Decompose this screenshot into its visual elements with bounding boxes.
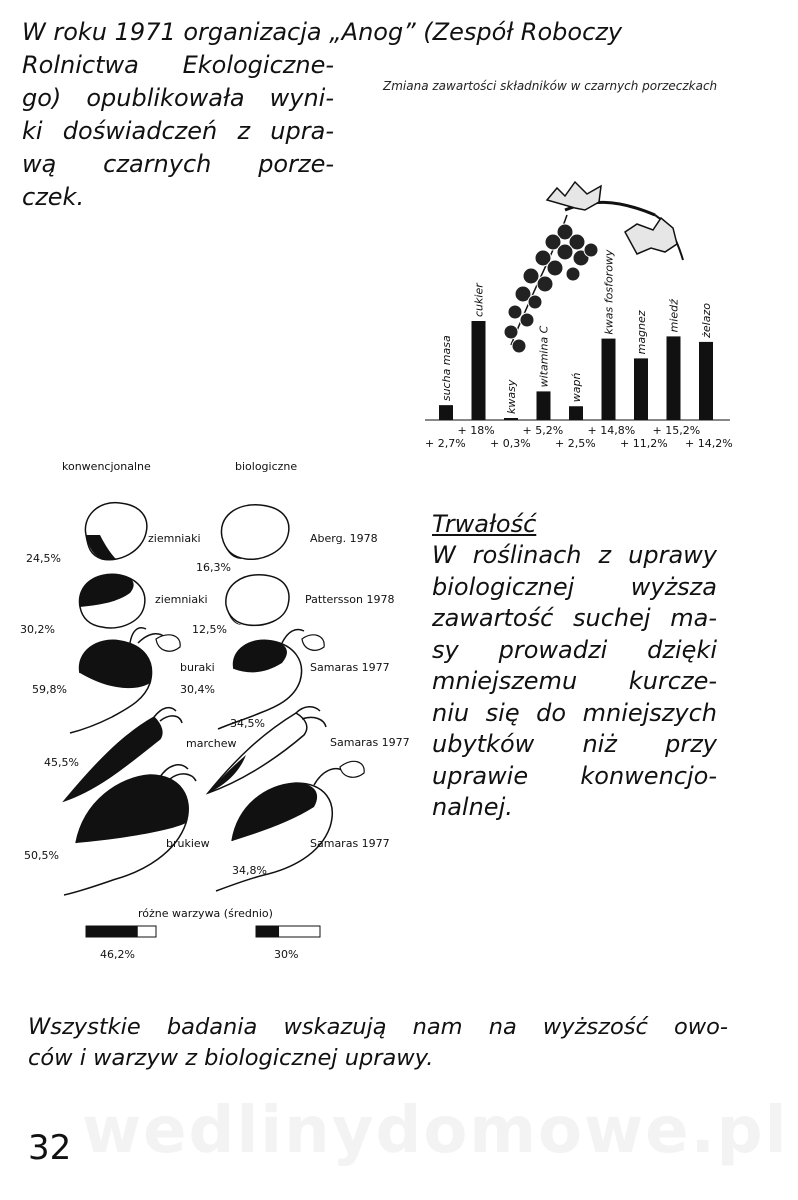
bar-zelazo (699, 342, 713, 420)
header-conventional: konwencjonalne (62, 460, 151, 473)
durability-line: biologicznej wyższa (432, 572, 717, 601)
category-label: kwasy (505, 379, 518, 414)
value-label: + 5,2% (522, 424, 564, 437)
conv-value: 59,8% (32, 683, 67, 696)
intro-line: wą czarnych porze- (22, 150, 334, 178)
watermark: wedlinydomowe.pl (82, 1094, 789, 1168)
page-number: 32 (28, 1128, 72, 1168)
value-label: + 18% (457, 424, 495, 437)
bio-value: 16,3% (196, 561, 231, 574)
potato-conventional-2 (79, 574, 144, 628)
average-biological-fill (256, 926, 279, 937)
bar-sucha-masa (439, 405, 453, 420)
chart-caption: Zmiana zawartości składników w czarnych porzeczkach (383, 79, 718, 93)
conv-value: 24,5% (26, 552, 61, 565)
value-label: + 0,3% (490, 437, 531, 450)
potato-biological-1 (221, 505, 288, 559)
bio-value: 34,8% (232, 864, 267, 877)
conv-value: 45,5% (44, 756, 79, 769)
category-label: sucha masa (440, 335, 453, 402)
source-citation: Samaras 1977 (310, 837, 390, 850)
durability-line: mniejszemu kurcze- (432, 667, 717, 695)
durability-line: ubytków niż przy (432, 730, 717, 758)
potato-conventional-1 (85, 503, 146, 560)
source-citation: Samaras 1977 (330, 736, 410, 749)
source-citation: Samaras 1977 (310, 661, 390, 674)
currant-illustration (504, 182, 683, 353)
bio-value: 30,4% (180, 683, 215, 696)
category-label: żelazo (700, 303, 713, 338)
vegetables-figure (20, 455, 425, 965)
average-conventional-fill (86, 926, 138, 937)
category-label: magnez (635, 310, 648, 355)
intro-line: Rolnictwa Ekologiczne- (22, 51, 334, 79)
durability-line: nalnej. (432, 793, 513, 821)
value-label: + 15,2% (652, 424, 701, 437)
bar-magnez (634, 358, 648, 420)
value-label: + 2,5% (555, 437, 596, 450)
category-label: cukier (472, 283, 486, 317)
bar-wapn (569, 406, 583, 420)
veg-name: ziemniaki (155, 593, 208, 606)
bar-miedz (667, 336, 681, 420)
intro-line: go) opublikowała wyni- (22, 84, 334, 112)
beet-biological (218, 630, 324, 730)
durability-line: uprawie konwencjo- (432, 761, 717, 790)
veg-name: ziemniaki (148, 532, 201, 545)
durability-line: zawartość suchej ma- (432, 604, 717, 632)
source-citation: Pattersson 1978 (305, 593, 395, 606)
durability-line: sy prowadzi dzięki (432, 635, 717, 664)
durability-line: W roślinach z uprawy (432, 541, 717, 569)
source-citation: Aberg. 1978 (310, 532, 378, 545)
veg-name: brukiew (166, 837, 210, 850)
intro-line: ki doświadczeń z upra- (22, 117, 334, 145)
average-biological-value: 30% (274, 948, 299, 961)
footer-line: Wszystkie badania wskazują nam na wyższość owo- (28, 1014, 728, 1040)
category-label: wapń (570, 372, 583, 403)
footer-statement (28, 1012, 728, 1074)
category-label: miedź (667, 299, 681, 333)
header-biological: biologiczne (235, 460, 298, 473)
average-conventional-value: 46,2% (100, 948, 135, 961)
durability-line: niu się do mniejszych (432, 698, 717, 727)
beet-conventional (70, 628, 180, 733)
category-label: kwas fosforowy (602, 249, 616, 335)
average-label: różne warzywa (średnio) (138, 907, 273, 920)
bar-witamina-c (537, 391, 551, 420)
currant-chart (415, 170, 745, 460)
conv-value: 30,2% (20, 623, 55, 636)
value-label: + 14,8% (587, 424, 636, 437)
bio-value: 34,5% (230, 717, 265, 730)
value-label: + 14,2% (685, 437, 733, 450)
intro-line: czek. (22, 183, 85, 211)
intro-line-1: W roku 1971 organizacja „Anog” (Zespół Roboczy (22, 18, 623, 46)
value-label: + 2,7% (425, 437, 466, 450)
veg-name: marchew (186, 737, 237, 750)
footer-line: ców i warzyw z biologicznej uprawy. (28, 1045, 434, 1071)
bar-kwas-fosforowy (602, 339, 616, 420)
intro-paragraph (22, 49, 334, 214)
veg-name: buraki (180, 661, 215, 674)
durability-title: Trwałość (432, 510, 537, 538)
potato-biological-2 (226, 575, 289, 626)
durability-paragraph (432, 540, 717, 824)
bar-kwasy (504, 418, 518, 420)
bar-cukier (472, 321, 486, 420)
category-label: witamina C (537, 325, 551, 388)
value-label: + 11,2% (620, 437, 668, 450)
conv-value: 50,5% (24, 849, 59, 862)
bio-value: 12,5% (192, 623, 227, 636)
